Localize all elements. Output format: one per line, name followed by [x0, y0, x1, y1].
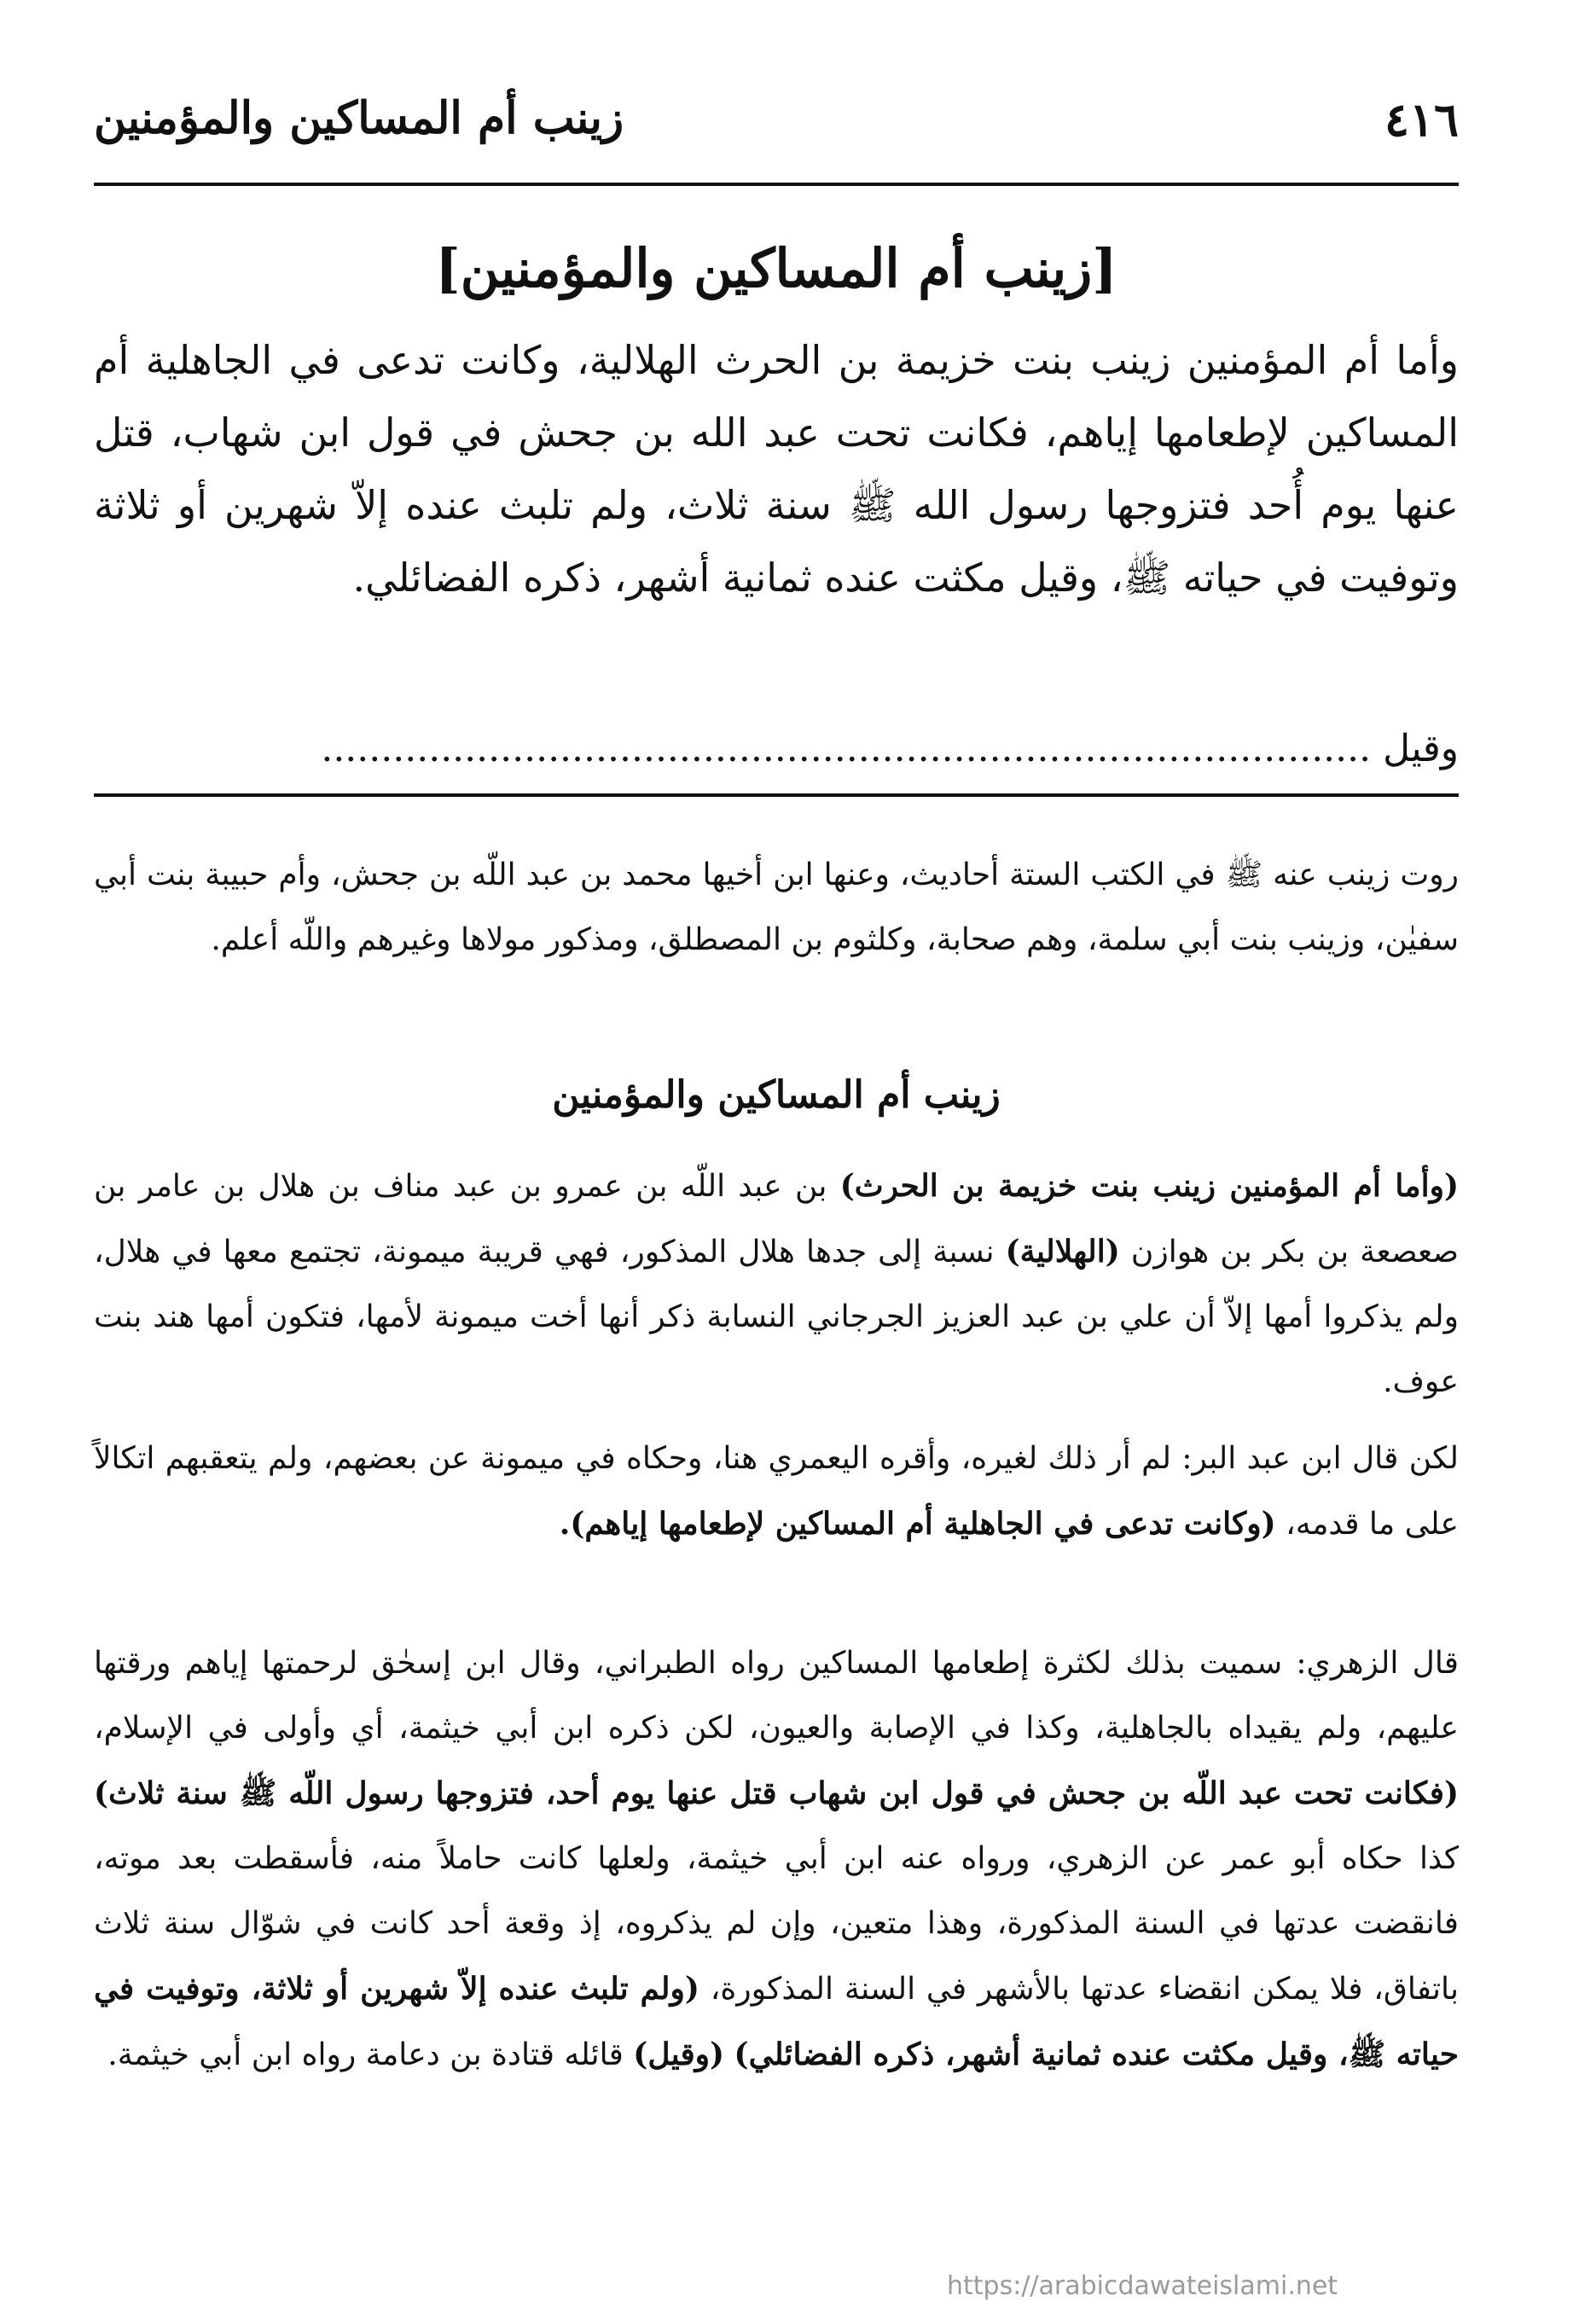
commentary-paragraph [94, 1631, 1459, 2088]
quoted-text: (ولم تلبث عنده إلاّ شهرين أو ثلاثة، وتوفيت في حياته ﷺ، وقيل مكثت عنده ثمانية أشهر، ذكره الفضائلي) [94, 1971, 1459, 2072]
commentary-text: نسبة إلى جدها هلال المذكور، فهي قريبة ميمونة، تجتمع معها في هلال، ولم يذكروا أمها إلاّ أن علي بن عبد العزيز الجرجاني النسابة ذكر أنها أخت ميمونة لأمها، فتكون أمها هند بنت عوف. [94, 1235, 1459, 1399]
quoted-text: (وكانت تدعى في الجاهلية أم المساكين لإطعامها إياهم). [559, 1506, 1276, 1542]
quoted-text: (فكانت تحت عبد اللّه بن جحش في قول ابن شهاب قتل عنها يوم أحد، فتزوجها رسول اللّه ﷺ سنة ثلاث) [94, 1775, 1459, 1811]
commentary-text: لكن قال ابن عبد البر: لم أر ذلك لغيره، وأقره اليعمري هنا، وحكاه في ميمونة عن بعضهم، ولم يتعقبهم اتكالاً على ما قدمه، [94, 1441, 1459, 1542]
section-heading: [زينب أم المساكين والمؤمنين] [435, 237, 1117, 299]
quoted-text: (الهلالية) [1005, 1234, 1120, 1269]
header-rule [94, 183, 1459, 186]
quoted-text: (وأما أم المؤمنين زينب بنت خزيمة بن الحرث) [839, 1168, 1459, 1204]
commentary-paragraph: روت زينب عنه ﷺ في الكتب الستة أحاديث، وعنها ابن أخيها محمد بن عبد اللّه بن جحش، وأم حبيبة بنت أبي سفيٰن، وزينب بنت أبي سلمة، وهم صحابة، وكلثوم بن المصطلق، ومذكور مولاها وغيرهم واللّه أعلم. [94, 857, 1459, 957]
commentary-paragraph [94, 1153, 1459, 1415]
commentary-text: بن عبد اللّه بن عمرو بن عبد مناف بن هلال بن عامر بن صعصعة بن بكر بن هوازن [94, 1169, 1459, 1269]
watermark-link[interactable]: https://arabicdawateislami.net [947, 2271, 1338, 2301]
main-text: وأما أم المؤمنين زينب بنت خزيمة بن الحرث الهلالية، وكانت تدعى في الجاهلية أم المساكين لإطعامها إياهم، فكانت تحت عبد الله بن جحش في قول ابن شهاب، قتل عنها يوم أُحد فتزوجها رسول الله ﷺ سنة ثلاث، ولم تلبث عنده إلاّ شهرين أو ثلاثة وتوفيت في حياته ﷺ، وقيل مكثت عنده ثمانية أشهر، ذكره الفضائلي. [94, 337, 1459, 601]
running-title: زينب أم المساكين والمؤمنين [94, 92, 624, 144]
continuation-line: وقيل ........................................................................................ [321, 727, 1459, 770]
commentary-heading: زينب أم المساكين والمؤمنين [552, 1073, 1001, 1117]
quoted-text: (وقيل) [633, 2036, 725, 2072]
page-number: ٤١٦ [1384, 92, 1459, 147]
section-divider [94, 793, 1459, 797]
commentary-paragraph [94, 1426, 1459, 1557]
commentary-text: كذا حكاه أبو عمر عن الزهري، ورواه عنه ابن أبي خيثمة، ولعلها كانت حاملاً منه، فأسقطت بعد موته، فانقضت عدتها في السنة المذكورة، وهذا متعين، وإن لم يذكروه، إذ وقعة أحد كانت في شوّال سنة ثلاث باتفاق، فلا يمكن انقضاء عدتها بالأشهر في السنة المذكورة، [94, 1841, 1460, 2007]
commentary-text: قائله قتادة بن دعامة رواه ابن أبي خيثمة. [107, 2037, 634, 2072]
commentary-text: قال الزهري: سميت بذلك لكثرة إطعامها المساكين رواه الطبراني، وقال ابن إسحٰق لرحمتها إياهم ورقتها عليهم، ولم يقيداه بالجاهلية، وكذا في الإصابة والعيون، لكن ذكره ابن أبي خيثمة، أي وأولى في الإسلام، [94, 1646, 1459, 1746]
commentary-text [724, 2037, 734, 2072]
page-header [94, 92, 1459, 169]
